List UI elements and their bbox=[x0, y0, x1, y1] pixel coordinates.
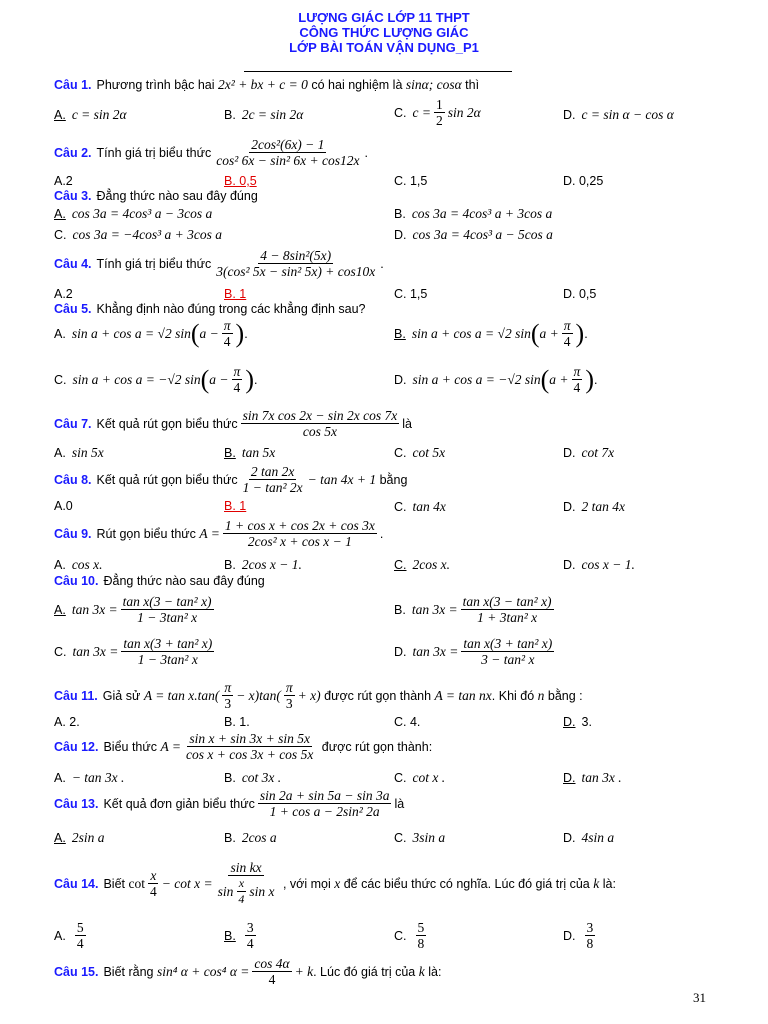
q7-option-c[interactable]: C. cot 5x bbox=[394, 445, 446, 460]
q8-option-a[interactable]: A.0 bbox=[54, 499, 73, 513]
fraction: $\frac{\cos 4\alpha}{4}$ bbox=[254, 956, 290, 987]
q4-option-d[interactable]: D. 0,5 bbox=[563, 287, 597, 301]
question-4: Câu 4. Tính giá trị biểu thức 4 − 8sin²(5x) 3(cos² 5x − sin² 5x) + cos10x . bbox=[54, 248, 384, 279]
q14-option-a[interactable]: A. 5 4 bbox=[54, 920, 84, 951]
question-15: Câu 15. Biết rằng sin⁴ α + cos⁴ α = $\frac{\cos 4\alpha}{4}$ + k . Lúc đó giá trị của k là: bbox=[54, 956, 442, 987]
fraction: $\frac{\text{1 + cos x + cos 2x + cos 3x}}{\text{2cos² x + cos x − 1}}$ bbox=[224, 518, 375, 549]
q4-option-b[interactable]: B. 1 bbox=[224, 287, 247, 301]
fraction: $\frac{1}{2}$ bbox=[435, 97, 443, 128]
page-number: 31 bbox=[693, 990, 706, 1005]
q11-option-a[interactable]: A. 2. bbox=[54, 715, 80, 729]
question-12: Câu 12. Biểu thức A = $\frac{\text{sin x + sin 3x + sin 5x}}{\text{cos x + cos 3x + cos 5x}}$ được rút gọn thành: bbox=[54, 731, 433, 762]
q11-option-b[interactable]: B. 1. bbox=[224, 715, 250, 729]
q1-option-d[interactable]: D. c = sin α − cos α bbox=[563, 107, 674, 122]
q3-option-c[interactable]: C. cos 3a = −4cos³ a + 3cos a bbox=[54, 227, 222, 242]
fraction: 4 − 8sin²(5x) 3(cos² 5x − sin² 5x) + cos10x bbox=[216, 248, 376, 279]
q8-option-d[interactable]: D. 2 tan 4x bbox=[563, 499, 625, 514]
q7-option-b[interactable]: B. tan 5x bbox=[224, 445, 276, 460]
q10-option-c[interactable]: C. tan 3x = $\frac{\text{tan x(3 + tan² x)}}{\text{1 − 3tan² x}}$ bbox=[54, 636, 213, 667]
question-text: Phương trình bậc hai bbox=[96, 78, 215, 92]
q5-option-d[interactable]: D. sin a + cos a = −√2 sin ( a + $\frac{\pi}{4}$ ) . bbox=[394, 364, 598, 395]
question-14: Câu 14. Biết cot x 4 − cot x = sin kx sin x 4 sin x , với mọi x để các biểu thức có nghĩa. Lúc đó giá trị của k là: bbox=[54, 860, 616, 906]
title-line-1: LƯỢNG GIÁC LỚP 11 THPT bbox=[298, 10, 470, 25]
fraction: $\frac{\text{sin x + sin 3x + sin 5x}}{\text{cos x + cos 3x + cos 5x}}$ bbox=[186, 731, 314, 762]
q5-option-b[interactable]: B. sin a + cos a = √2 sin ( a + $\frac{\pi}{4}$ ) . bbox=[394, 318, 588, 349]
q2-option-a[interactable]: A.2 bbox=[54, 174, 73, 188]
q14-option-d[interactable]: D. 3 8 bbox=[563, 920, 594, 951]
q5-option-a[interactable]: A. sin a + cos a = √2 sin ( a − $\frac{\pi}{4}$ ) . bbox=[54, 318, 248, 349]
q11-option-c[interactable]: C. 4. bbox=[394, 715, 421, 729]
math-expr: 2x² + bx + c = 0 bbox=[218, 77, 308, 92]
title-line-2: CÔNG THỨC LƯỢNG GIÁC bbox=[299, 25, 469, 40]
math-expr: sinα; cosα bbox=[405, 77, 462, 92]
q8-option-c[interactable]: C. tan 4x bbox=[394, 499, 446, 514]
q9-option-b[interactable]: B. 2cos x − 1. bbox=[224, 557, 302, 572]
q13-option-b[interactable]: B. 2cos a bbox=[224, 830, 277, 845]
q12-option-a[interactable]: A. − tan 3x . bbox=[54, 770, 125, 785]
q5-option-c[interactable]: C. sin a + cos a = −√2 sin ( a − $\frac{\pi}{4}$ ) . bbox=[54, 364, 258, 395]
q12-option-c[interactable]: C. cot x . bbox=[394, 770, 446, 785]
question-text: thì bbox=[465, 78, 480, 92]
q9-option-c[interactable]: C. 2cos x. bbox=[394, 557, 450, 572]
q14-option-b[interactable]: B. 3 4 bbox=[224, 920, 254, 951]
fraction: sin 2a + sin 5a − sin 3a 1 + cos a − 2sin² 2a bbox=[259, 788, 390, 819]
q12-option-b[interactable]: B. cot 3x . bbox=[224, 770, 282, 785]
fraction: 2cos²(6x) − 1 cos² 6x − sin² 6x + cos12x bbox=[216, 137, 360, 168]
q14-option-c[interactable]: C. 5 8 bbox=[394, 920, 425, 951]
question-10: Câu 10. Đẳng thức nào sau đây đúng bbox=[54, 574, 265, 588]
question-7: Câu 7. Kết quả rút gọn biểu thức sin 7x cos 2x − sin 2x cos 7x cos 5x là bbox=[54, 408, 412, 439]
q4-option-c[interactable]: C. 1,5 bbox=[394, 287, 428, 301]
q3-option-b[interactable]: B. cos 3a = 4cos³ a + 3cos a bbox=[394, 206, 553, 221]
q10-option-d[interactable]: D. tan 3x = $\frac{\text{tan x(3 + tan² x)}}{\text{3 − tan² x}}$ bbox=[394, 636, 553, 667]
q1-option-c[interactable]: C. c = $\frac{1}{2}$ sin 2α bbox=[394, 97, 481, 128]
question-3: Câu 3. Đẳng thức nào sau đây đúng bbox=[54, 189, 258, 203]
question-2: Câu 2. Tính giá trị biểu thức 2cos²(6x) − 1 cos² 6x − sin² 6x + cos12x . bbox=[54, 137, 368, 168]
q2-option-b[interactable]: B. 0,5 bbox=[224, 174, 257, 188]
q8-option-b[interactable]: B. 1 bbox=[224, 499, 247, 513]
q12-option-d[interactable]: D. tan 3x . bbox=[563, 770, 622, 785]
q13-option-d[interactable]: D. 4sin a bbox=[563, 830, 615, 845]
question-9: Câu 9. Rút gọn biểu thức A = $\frac{\text{1 + cos x + cos 2x + cos 3x}}{\text{2cos² x + cos x − 1}}$ . bbox=[54, 518, 384, 549]
question-11: Câu 11. Giả sử A = tan x.tan( π 3 − x)tan( π 3 + x) được rút gọn thành A = tan nx . Khi đó n bằng : bbox=[54, 680, 583, 711]
question-5: Câu 5. Khẳng định nào đúng trong các khẳng định sau? bbox=[54, 302, 366, 316]
q2-option-d[interactable]: D. 0,25 bbox=[563, 174, 604, 188]
q1-option-b[interactable]: B. 2c = sin 2α bbox=[224, 107, 304, 122]
fraction: sin kx sin x 4 sin x bbox=[217, 860, 275, 906]
q2-option-c[interactable]: C. 1,5 bbox=[394, 174, 428, 188]
q10-option-b[interactable]: B. tan 3x = $\frac{\text{tan x(3 − tan² x)}}{\text{1 + 3tan² x}}$ bbox=[394, 594, 552, 625]
q11-option-d[interactable]: D. 3. bbox=[563, 715, 592, 729]
q10-option-a[interactable]: A. tan 3x = $\frac{\text{tan x(3 − tan² x)}}{\text{1 − 3tan² x}}$ bbox=[54, 594, 212, 625]
q3-option-d[interactable]: D. cos 3a = 4cos³ a − 5cos a bbox=[394, 227, 553, 242]
q13-option-c[interactable]: C. 3sin a bbox=[394, 830, 446, 845]
title-line-3: LỚP BÀI TOÁN VẬN DỤNG_P1 bbox=[289, 40, 479, 55]
header-divider bbox=[244, 71, 512, 72]
q4-option-a[interactable]: A.2 bbox=[54, 287, 73, 301]
question-13: Câu 13. Kết quả đơn giản biểu thức sin 2a + sin 5a − sin 3a 1 + cos a − 2sin² 2a là bbox=[54, 788, 405, 819]
fraction: 2 tan 2x 1 − tan² 2x bbox=[242, 464, 303, 495]
q3-option-a[interactable]: A. cos 3a = 4cos³ a − 3cos a bbox=[54, 206, 213, 221]
question-1 bbox=[54, 77, 479, 93]
q7-option-d[interactable]: D. cot 7x bbox=[563, 445, 615, 460]
question-text: có hai nghiệm là bbox=[311, 78, 403, 92]
q1-option-a[interactable]: A. c = sin 2α bbox=[54, 107, 127, 122]
q7-option-a[interactable]: A. sin 5x bbox=[54, 445, 104, 460]
q9-option-d[interactable]: D. cos x − 1. bbox=[563, 557, 635, 572]
question-8: Câu 8. Kết quả rút gọn biểu thức 2 tan 2x 1 − tan² 2x − tan 4x + 1 bằng bbox=[54, 464, 408, 495]
fraction: sin 7x cos 2x − sin 2x cos 7x cos 5x bbox=[242, 408, 398, 439]
q13-option-a[interactable]: A. 2sin a bbox=[54, 830, 105, 845]
q9-option-a[interactable]: A. cos x. bbox=[54, 557, 103, 572]
question-number: Câu 1. bbox=[54, 78, 92, 92]
